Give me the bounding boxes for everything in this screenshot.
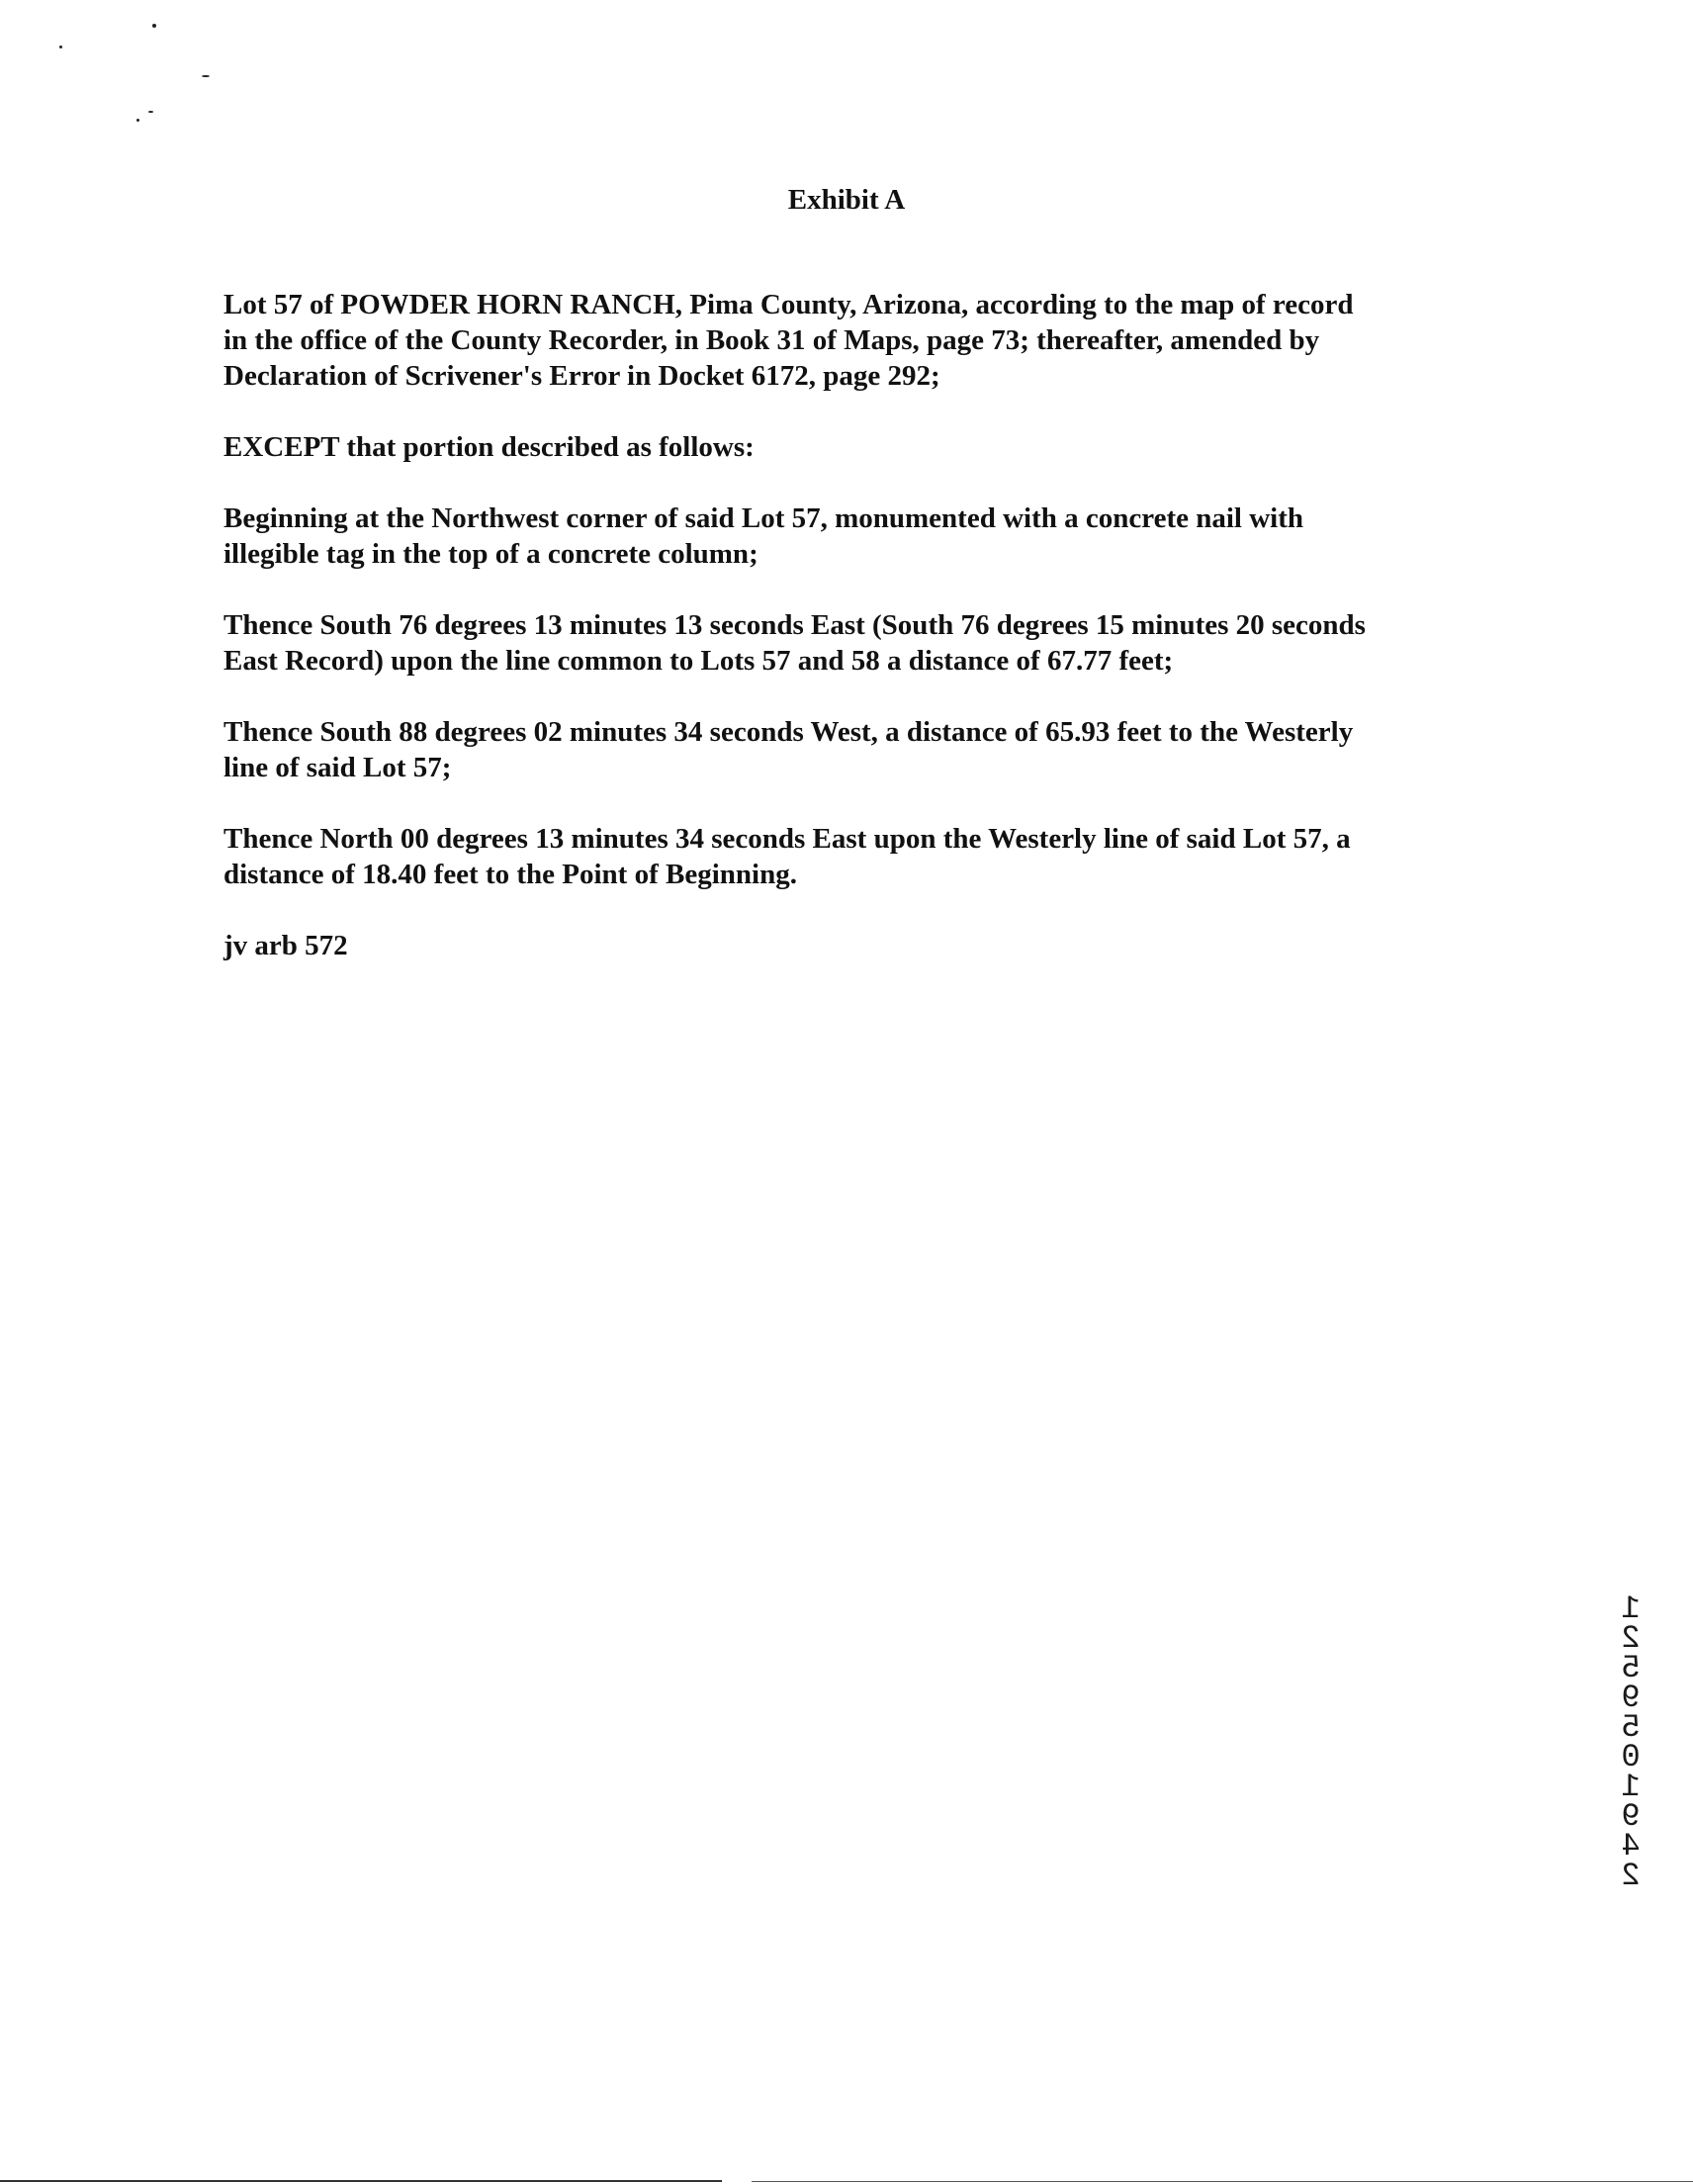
bottom-border (752, 2181, 1693, 2182)
paragraph-except: EXCEPT that portion described as follows: (223, 431, 755, 463)
scan-speck (59, 46, 62, 48)
paragraph-course-1: Thence South 76 degrees 13 minutes 13 seconds East (South 76 degrees 15 minutes 20 seconds East Record) upon the line common to Lots 57 and 58 a distance of 67.77 feet; (223, 609, 1366, 677)
paragraph-beginning: Beginning at the Northwest corner of said Lot 57, monumented with a concrete nail with illegible tag in the top of a concrete column; (223, 502, 1304, 570)
scan-speck (202, 75, 210, 77)
bottom-border (0, 2180, 722, 2182)
paragraph-course-2: Thence South 88 degrees 02 minutes 34 seconds West, a distance of 65.93 feet to the Westerly line of said Lot 57; (223, 716, 1354, 783)
scan-speck (148, 111, 153, 113)
document-body (223, 287, 1479, 999)
scan-speck (136, 119, 139, 122)
scan-speck (152, 24, 156, 28)
document-title: Exhibit A (787, 184, 906, 216)
paragraph-lot-description: Lot 57 of POWDER HORN RANCH, Pima County, Arizona, according to the map of record in the office of the County Recorder, in Book 31 of Maps, page 73; thereafter, amended by Declaration of Scrivener's Error in Docket 6172, page 292; (223, 289, 1354, 392)
paragraph-course-3: Thence North 00 degrees 13 minutes 34 seconds East upon the Westerly line of said Lot 57, a distance of 18.40 feet to the Point of Beginning. (223, 823, 1351, 890)
paragraph-reference: jv arb 572 (223, 930, 348, 961)
margin-stamp: 12595 01942 (1621, 1591, 1641, 1894)
